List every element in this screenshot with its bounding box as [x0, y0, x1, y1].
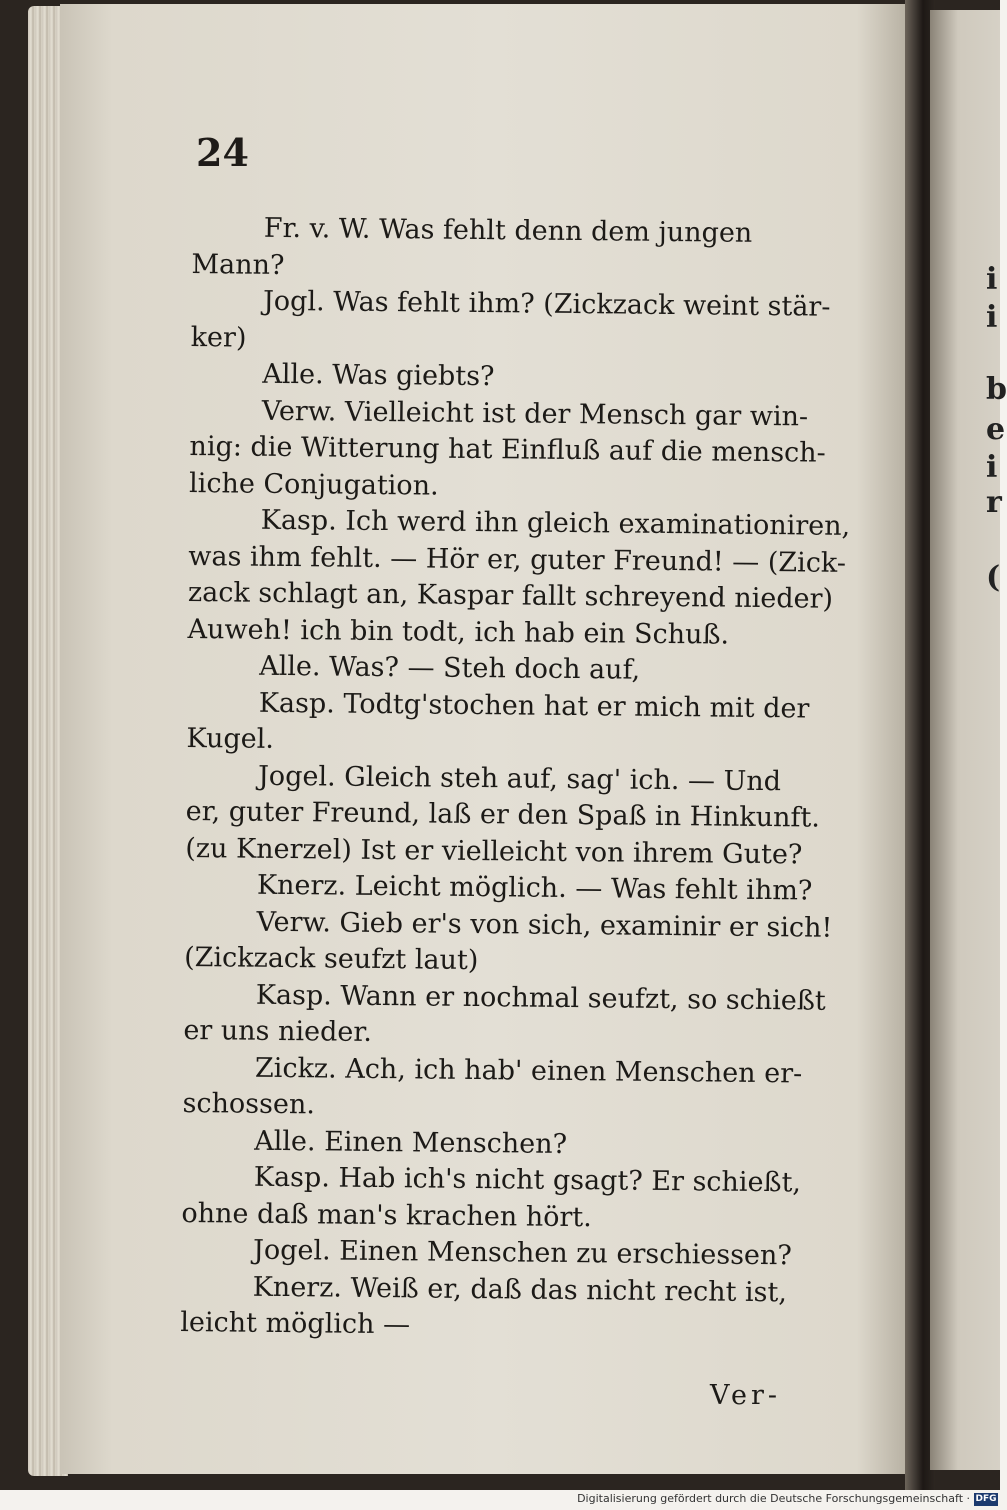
text-line: Fr. v. W. Was fehlt denn dem jungen [263, 212, 753, 249]
text-line: Alle. Was? — Steh doch auf, [259, 650, 641, 686]
text-line: zack schlagt an, Kaspar fallt schreyend nieder) [187, 576, 834, 615]
text-line: leicht möglich — [180, 1306, 411, 1341]
page-number: 24 [196, 130, 249, 175]
text-line: Kasp. Ich werd ihn gleich examinationiren, [260, 504, 851, 542]
text-line: nig: die Witterung hat Einfluß auf die mensch- [189, 430, 826, 469]
text-line: Mann? [191, 248, 285, 281]
text-line: was ihm fehlt. — Hör er, guter Freund! — (Zick- [188, 540, 847, 579]
page-text [180, 210, 851, 1348]
text-line: Knerz. Leicht möglich. — Was fehlt ihm? [256, 869, 813, 907]
text-line: er uns nieder. [183, 1014, 373, 1048]
text-line: er, guter Freund, laß er den Spaß in Hinkunft. [185, 795, 821, 834]
text-line: Jogel. Einen Menschen zu erschiessen? [252, 1234, 793, 1272]
text-line: schossen. [182, 1087, 316, 1121]
text-line: Kugel. [186, 722, 275, 755]
text-line: Kasp. Hab ich's nicht gsagt? Er schießt, [253, 1161, 802, 1199]
footer-credit: Digitalisierung gefördert durch die Deutsche Forschungsgemeinschaft · [577, 1492, 970, 1505]
text-line: Kasp. Wann er nochmal seufzt, so schießt [255, 979, 826, 1017]
next-page-fragment: e [986, 412, 1006, 447]
text-line: (Zickzack seufzt laut) [184, 941, 479, 977]
text-line: liche Conjugation. [188, 467, 439, 502]
text-line: Alle. Einen Menschen? [254, 1125, 568, 1160]
next-page-fragment: i [986, 450, 998, 485]
text-line: (zu Knerzel) Ist er vielleicht von ihrem Gute? [185, 832, 803, 870]
text-line: ker) [190, 321, 247, 354]
text-line: Alle. Was giebts? [262, 358, 495, 393]
next-page-fragment: ( [986, 560, 1001, 595]
text-line: Jogl. Was fehlt ihm? (Zickzack weint stär- [262, 285, 831, 323]
text-line: Kasp. Todtg'stochen hat er mich mit der [258, 687, 810, 724]
text-line: Verw. Gieb er's von sich, examinir er sich! [256, 906, 833, 944]
text-line: Knerz. Weiß er, daß das nicht recht ist, [252, 1271, 788, 1308]
next-page-edge [930, 10, 1000, 1470]
next-page-fragment: r [986, 485, 1002, 520]
text-line: Auweh! ich bin todt, ich hab ein Schuß. [187, 613, 730, 651]
text-line: Verw. Vielleicht ist der Mensch gar win- [261, 395, 809, 432]
next-page-fragment: i [986, 300, 998, 335]
text-line: Jogel. Gleich steh auf, sag' ich. — Und [257, 760, 782, 797]
dfg-logo: DFG [975, 1494, 997, 1504]
next-page-fragment: i [986, 262, 998, 297]
catchword: Ver- [710, 1380, 782, 1411]
footer-bar [0, 1490, 1000, 1510]
next-page-fragment: b [986, 372, 1007, 407]
text-line: ohne daß man's krachen hört. [181, 1197, 592, 1233]
text-line: Zickz. Ach, ich hab' einen Menschen er- [254, 1052, 803, 1089]
